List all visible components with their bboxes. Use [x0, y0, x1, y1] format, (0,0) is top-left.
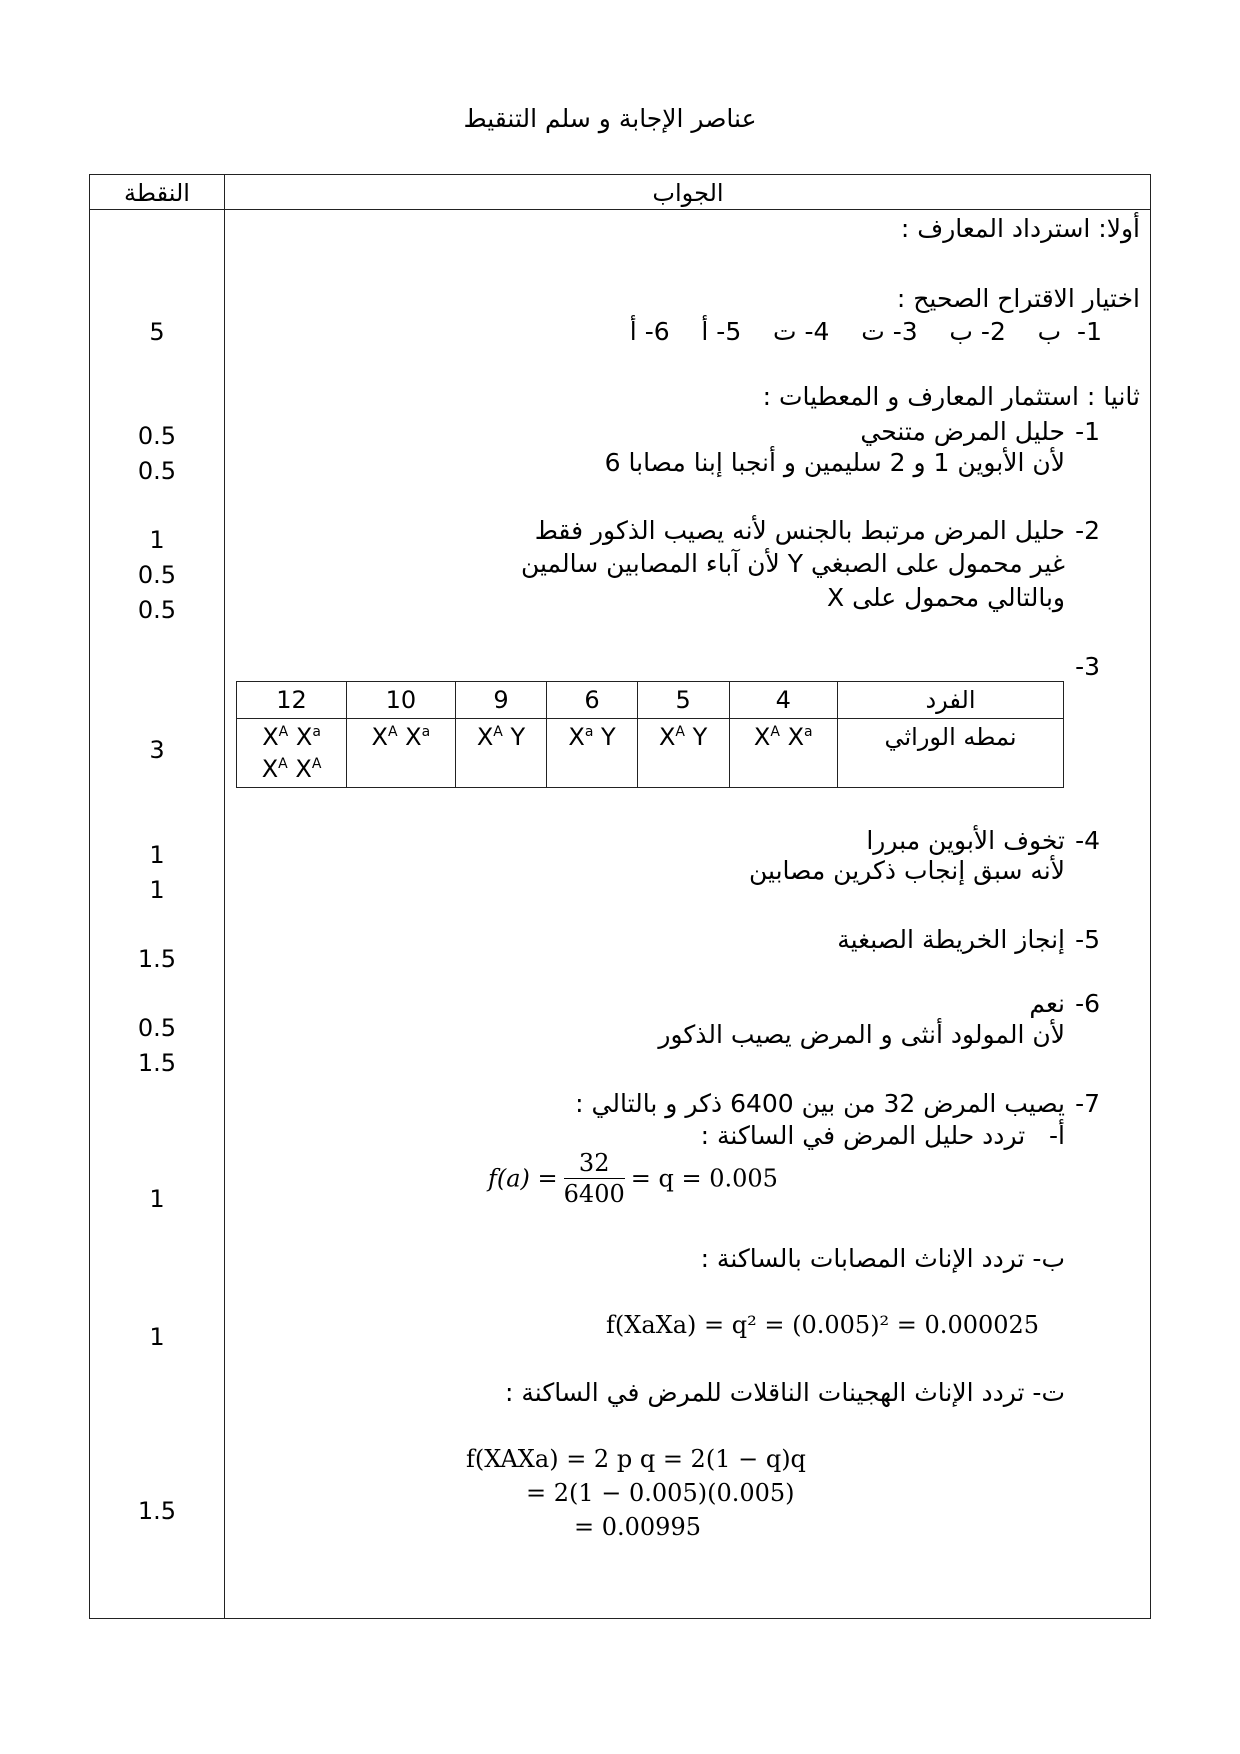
individual-cell: 10 — [347, 682, 455, 719]
q2-line-1: حليل المرض مرتبط بالجنس لأنه يصيب الذكور فقط — [534, 516, 1065, 545]
points-q1-b: 0.5 — [137, 457, 177, 485]
points-q4-a: 1 — [149, 841, 165, 869]
genotype-cell: $X^A$ Y — [637, 719, 729, 788]
q1-line-1: حليل المرض متنحي — [860, 417, 1065, 446]
q4-line-1: تخوف الأبوين مبررا — [866, 826, 1065, 855]
individual-cell: 4 — [729, 682, 837, 719]
q6-line-2: لأن المولود أنثى و المرض يصيب الذكور — [658, 1020, 1065, 1049]
points-part1: 5 — [149, 318, 165, 346]
points-q2-c: 0.5 — [137, 596, 177, 624]
q7-b-formula: f(XaXa) = q² = (0.005)² = 0.000025 — [606, 1311, 1040, 1339]
part1-subheading: اختيار الاقتراح الصحيح : — [896, 284, 1140, 313]
q1-number: 1- — [1075, 417, 1100, 446]
points-q7-b: 1 — [149, 1323, 165, 1351]
q2-line-3: وبالتالي محمول على X — [827, 583, 1065, 612]
genotype-cell: $X^A$ Y — [455, 719, 547, 788]
q7-c-formula-1: f(XAXa) = 2 p q = 2(1 − q)q — [466, 1445, 806, 1473]
header-points: النقطة — [124, 179, 190, 207]
q7-b-label: ب- تردد الإناث المصابات بالساكنة : — [700, 1244, 1065, 1273]
q1-line-2: لأن الأبوين 1 و 2 سليمين و أنجبا إبنا مصابا 6 — [604, 448, 1065, 477]
genotype-cell: $X^A$ $X^a$ — [729, 719, 837, 788]
q5-number: 5- — [1075, 925, 1100, 954]
genotype-table — [236, 681, 1064, 788]
q4-number: 4- — [1075, 826, 1100, 855]
points-q5: 1.5 — [137, 945, 177, 973]
q7-c-label: ت- تردد الإناث الهجينات الناقلات للمرض في الساكنة : — [505, 1378, 1065, 1407]
header-answer: الجواب — [652, 179, 724, 207]
part2-heading: ثانيا : استثمار المعارف و المعطيات : — [762, 382, 1140, 411]
q3-number: 3- — [1075, 652, 1100, 681]
q7-number: 7- — [1075, 1089, 1100, 1118]
q7-a-formula — [488, 1148, 778, 1209]
q7-a-denominator: 6400 — [563, 1180, 625, 1208]
q7-a-fraction — [564, 1148, 625, 1209]
part1-heading: أولا: استرداد المعارف : — [900, 214, 1140, 243]
genotype-header-label: الفرد — [838, 682, 1064, 719]
points-q7-c: 1.5 — [137, 1497, 177, 1525]
part1-answers: 1- ب 2- ب 3- ت 4- ت 5- أ 6- أ — [629, 317, 1102, 346]
individual-cell: 9 — [455, 682, 547, 719]
points-q6-b: 1.5 — [137, 1049, 177, 1077]
individual-cell: 6 — [547, 682, 637, 719]
column-divider — [224, 174, 225, 1619]
q2-number: 2- — [1075, 516, 1100, 545]
points-q3: 3 — [149, 736, 165, 764]
genotype-row-label: نمطه الوراثي — [838, 719, 1064, 788]
q5-line-1: إنجاز الخريطة الصبغية — [837, 925, 1065, 954]
q7-a-lhs: f(a) = — [488, 1164, 558, 1193]
q6-line-1: نعم — [1029, 989, 1065, 1018]
genotype-cell: $X^a$ Y — [547, 719, 637, 788]
q7-a-rhs: = q = 0.005 — [630, 1164, 778, 1193]
points-q6-a: 0.5 — [137, 1014, 177, 1042]
q7-intro: يصيب المرض 32 من بين 6400 ذكر و بالتالي : — [575, 1089, 1065, 1118]
points-q2-a: 1 — [149, 526, 165, 554]
q2-line-2: غير محمول على الصبغي Y لأن آباء المصابين سالمين — [520, 549, 1065, 578]
individual-cell: 12 — [237, 682, 347, 719]
points-q1-a: 0.5 — [137, 422, 177, 450]
individual-cell: 5 — [637, 682, 729, 719]
points-q2-b: 0.5 — [137, 561, 177, 589]
q7-a-numerator: 32 — [564, 1148, 625, 1179]
q6-number: 6- — [1075, 989, 1100, 1018]
q7-c-formula-3: = 0.00995 — [574, 1513, 701, 1541]
points-q7-a: 1 — [149, 1185, 165, 1213]
points-q4-b: 1 — [149, 876, 165, 904]
genotype-cell: $X^A$ $X^a$ $X^A$ $X^A$ — [237, 719, 347, 788]
genotype-cell: $X^A$ $X^a$ — [347, 719, 455, 788]
page-title: عناصر الإجابة و سلم التنقيط — [463, 104, 757, 133]
q7-a-label: أ- تردد حليل المرض في الساكنة : — [700, 1121, 1065, 1150]
header-divider — [89, 209, 1151, 210]
q7-c-formula-2: = 2(1 − 0.005)(0.005) — [526, 1479, 795, 1507]
q4-line-2: لأنه سبق إنجاب ذكرين مصابين — [749, 856, 1065, 885]
